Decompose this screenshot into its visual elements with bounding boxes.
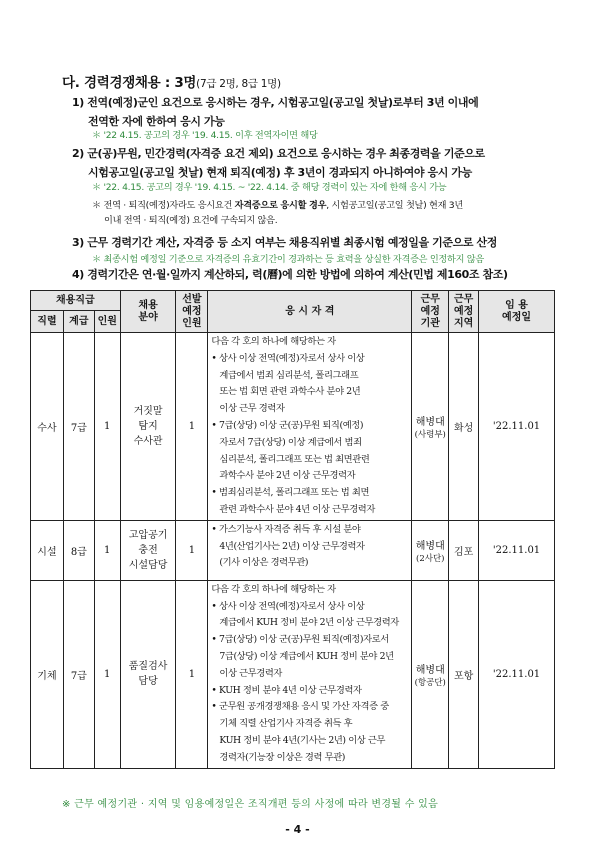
qualification-line: 4년(산업기사는 2년) 이상 근무경력자 [219, 540, 365, 552]
qualification-line: • 7급(상당) 이상 군(공)무원 퇴직(예정)자로서 [211, 634, 389, 646]
cell-field-line: 품질검사 [128, 661, 168, 673]
qualification-line: 또는 법 회면 관련 과학수사 분야 2년 [219, 386, 361, 398]
table-row [31, 333, 555, 521]
qualification-line: 경력자(기능장 이상은 경력 무관) [219, 751, 346, 763]
qualification-line: 이상 근무 경력자 [219, 403, 285, 415]
cell-region: 김포 [449, 520, 479, 580]
header-planned-1: 선발 [182, 293, 202, 305]
rule-3-note: ＊ 최종시험 예정일 기준으로 자격증의 유효기간이 경과하는 등 효력을 상실한 자격증은 인정하지 않음 [92, 254, 484, 265]
qualification-line: 계급에서 범죄 심리분석, 폴리그래프 [219, 369, 359, 381]
cell-grade: 7급 [63, 333, 94, 521]
header-org [412, 291, 449, 333]
rule-4-line-1: 4) 경력기간은 연·월·일까지 계산하되, 력(曆)에 의한 방법에 의하여 계산(민법 제160조 참조) [72, 268, 508, 281]
qualification-line: • 군무원 공개경쟁채용 응시 및 가산 자격증 중 [211, 701, 389, 713]
rule-2-line-1: 2) 군(공)무원, 민간경력(자격증 요건 제외) 요건으로 응시하는 경우 최종경력을 기준으로 [72, 147, 485, 160]
rule-1 [72, 93, 478, 131]
qualification-line: (기사 이상은 경력무관) [219, 557, 309, 569]
cell-field-line: 수사관 [133, 435, 163, 447]
cell-date: '22.11.01 [479, 520, 555, 580]
header-org-3: 기관 [420, 317, 440, 329]
table-row [31, 520, 555, 580]
cell-grade: 7급 [63, 580, 94, 768]
cell-qualification [208, 580, 412, 768]
header-count: 인원 [94, 311, 120, 333]
cell-region: 화성 [449, 333, 479, 521]
extra-note-bold: 자격증으로 응시할 경우 [234, 200, 327, 211]
table-body [31, 333, 555, 769]
cell-count: 1 [94, 333, 120, 521]
cell-field [120, 520, 176, 580]
cell-qualification [208, 520, 412, 580]
cell-qualification [208, 333, 412, 521]
qualification-line: 관련 과학수사 분야 4년 이상 근무경력자 [219, 503, 375, 515]
page-number: - 4 - [285, 823, 310, 836]
cell-count: 1 [94, 520, 120, 580]
cell-planned: 1 [176, 333, 208, 521]
cell-field [120, 580, 176, 768]
header-grade: 계급 [63, 311, 94, 333]
header-date [479, 291, 555, 333]
cell-region: 포항 [449, 580, 479, 768]
extra-note-part-a: ＊ 전역 · 퇴직(예정)자라도 응시요건 [92, 200, 235, 211]
cell-field-line: 탐지 [138, 420, 158, 432]
rule-1-note: ＊ '22 4.15. 공고의 경우 '19. 4.15. 이후 전역자이면 해당 [92, 130, 318, 141]
header-field [120, 291, 176, 333]
cell-grade: 8급 [63, 520, 94, 580]
cell-org [412, 580, 449, 768]
cell-org-sub: (사령부) [414, 429, 446, 440]
cell-org-name: 해병대 [415, 540, 445, 552]
header-job: 직렬 [31, 311, 64, 333]
cell-org-sub: (2사단) [416, 553, 445, 564]
qualification-line: KUH 정비 분야 4년(기사는 2년) 이상 근무 [219, 734, 386, 746]
cell-org-sub: (항공단) [414, 677, 446, 688]
qualification-line: • 가스기능사 자격증 취득 후 시설 분야 [211, 523, 361, 535]
header-field-1: 채용 [138, 299, 158, 311]
qualification-line: • 상사 이상 전역(예정)자로서 상사 이상 [211, 600, 365, 612]
qualification-line: 자로서 7급(상당) 이상 계급에서 범죄 [219, 436, 362, 448]
cell-job: 기체 [31, 580, 64, 768]
qualification-line: 기체 직렬 산업기사 자격증 취득 후 [219, 718, 353, 730]
header-org-1: 근무 [420, 293, 440, 305]
rule-1-line-2: 전역한 자에 한하여 응시 가능 [88, 115, 225, 128]
header-planned-2: 예정 [182, 305, 202, 317]
qualification-line: • 상사 이상 전역(예정)자로서 상사 이상 [211, 352, 365, 364]
qualification-line: 다음 각 호의 하나에 해당하는 자 [211, 336, 336, 347]
extra-note-part-d: 이내 전역 · 퇴직(예정) 요건에 구속되지 않음. [104, 215, 278, 226]
qualification-line: 과학수사 분야 2년 이상 근무경력자 [219, 470, 356, 482]
header-field-2: 분야 [138, 311, 158, 323]
rule-2 [72, 144, 485, 182]
cell-field-line: 충전 [138, 544, 158, 556]
extra-note-part-c: , 시험공고일(공고일 첫날) 현재 3년 [326, 200, 463, 211]
header-region-1: 근무 [453, 293, 474, 305]
cell-field-line: 거짓말 [133, 405, 163, 417]
cell-field-line: 담당 [138, 676, 158, 688]
cell-date: '22.11.01 [479, 333, 555, 521]
cell-planned: 1 [176, 520, 208, 580]
cell-date: '22.11.01 [479, 580, 555, 768]
cell-org-name: 해병대 [415, 416, 445, 428]
header-qualification: 응 시 자 격 [208, 291, 412, 333]
cell-field-line: 고압공기 [128, 529, 168, 541]
header-org-2: 예정 [420, 305, 440, 317]
section-heading-sub: (7급 2명, 8급 1명) [196, 78, 281, 90]
rule-4 [72, 265, 508, 284]
cell-org-name: 해병대 [415, 664, 445, 676]
table-row [31, 580, 555, 768]
qualification-line: • 범죄심리분석, 폴리그래프 또는 법 최면 [211, 487, 370, 499]
qualification-line: 다음 각 호의 하나에 해당하는 자 [211, 583, 336, 595]
rule-1-line-1: 1) 전역(예정)군인 요건으로 응시하는 경우, 시험공고일(공고일 첫날)로부터 3년 이내에 [72, 96, 479, 109]
cell-planned: 1 [176, 580, 208, 768]
qualification-line: 7급(상당) 이상 계급에서 KUH 정비 분야 2년 [219, 650, 394, 662]
header-planned [176, 291, 208, 333]
header-region [449, 291, 479, 333]
section-heading-main: 다. 경력경쟁채용 : 3명 [62, 75, 197, 91]
qualification-line: 심리분석, 폴리그래프 또는 법 최면관련 [219, 453, 370, 465]
header-region-3: 지역 [453, 317, 474, 329]
rule-3-line-1: 3) 근무 경력기간 계산, 자격증 등 소지 여부는 채용직위별 최종시험 예정일을 기준으로 산정 [72, 236, 497, 249]
cell-field-line: 시설담당 [128, 559, 168, 571]
qualification-line: • 7급(상당) 이상 군(공)무원 퇴직(예정) [211, 419, 364, 431]
cell-count: 1 [94, 580, 120, 768]
rule-3 [72, 233, 497, 252]
header-date-1: 임 용 [505, 299, 528, 311]
qualification-line: 계급에서 KUH 정비 분야 2년 이상 근무경력자 [219, 617, 399, 629]
recruitment-table [30, 290, 555, 769]
rule-2-line-2: 시험공고일(공고일 첫날) 현재 퇴직(예정) 후 3년이 경과되지 아니하여야 응시 가능 [88, 166, 472, 179]
cell-org [412, 333, 449, 521]
qualification-line: • KUH 정비 분야 4년 이상 근무경력자 [211, 684, 362, 696]
cell-field [120, 333, 176, 521]
header-planned-3: 인원 [182, 317, 202, 329]
qualification-line: 이상 근무경력자 [219, 667, 282, 679]
section-heading [62, 71, 281, 91]
footer-note: ※ 근무 예정기관 · 지역 및 임용예정일은 조직개편 등의 사정에 따라 변경될 수 있음 [62, 799, 439, 810]
header-date-2: 예정일 [502, 311, 532, 323]
header-region-2: 예정 [453, 305, 474, 317]
header-group: 채용직급 [31, 291, 121, 311]
cell-job: 시설 [31, 520, 64, 580]
cell-org [412, 520, 449, 580]
rule-2-extra-note [92, 198, 463, 228]
rule-2-note: ＊ '22. 4.15. 공고의 경우 '19. 4.15. ~ '22. 4.14. 중 해당 경력이 있는 자에 한해 응시 가능 [92, 182, 447, 193]
cell-job: 수사 [31, 333, 64, 521]
